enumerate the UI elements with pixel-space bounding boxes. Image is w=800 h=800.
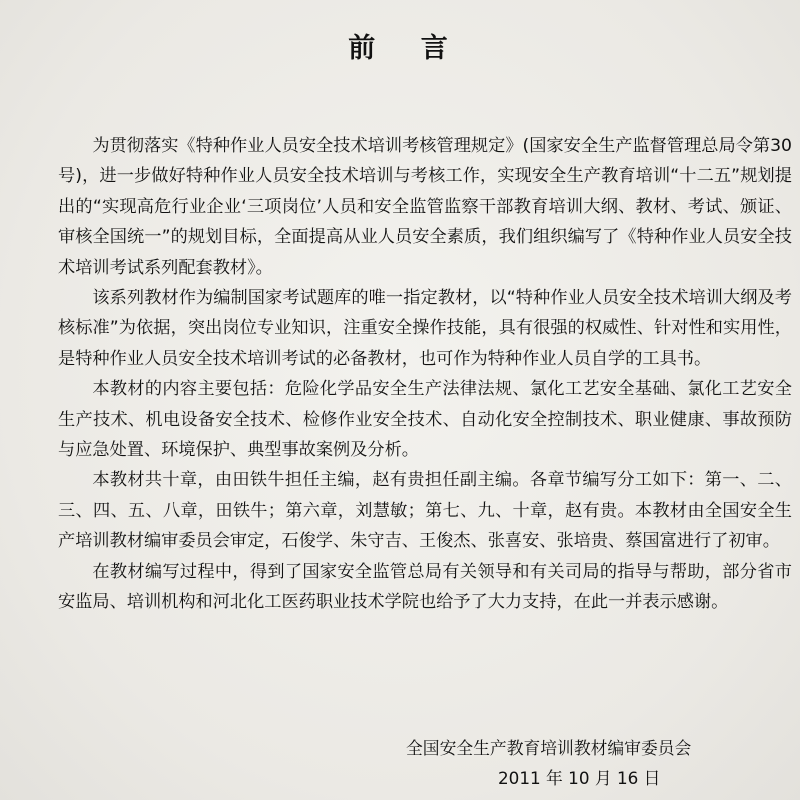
preface-body xyxy=(58,131,792,618)
paragraph-4: 本教材共十章，由田铁牛担任主编，赵有贵担任副主编。各章节编写分工如下：第一、二、三、四、五、八章，田铁牛；第六章，刘慧敏；第七、九、十章，赵有贵。本教材由全国安全生产培训教材编审委员会审定，石俊学、朱守吉、王俊杰、张喜安、张培贵、蔡国富进行了初审。 xyxy=(58,470,792,552)
paragraph-3: 本教材的内容主要包括：危险化学品安全生产法律法规、氯化工艺安全基础、氯化工艺安全生产技术、机电设备安全技术、检修作业安全技术、自动化安全控制技术、职业健康、事故预防与应急处置、环境保护、典型事故案例及分析。 xyxy=(58,379,792,461)
signature-date: 2011 年 10 月 16 日 xyxy=(498,768,661,788)
paragraph-2: 该系列教材作为编制国家考试题库的唯一指定教材，以“特种作业人员安全技术培训大纲及考核标准”为依据，突出岗位专业知识，注重安全操作技能，具有很强的权威性、针对性和实用性，是特种作业人员安全技术培训考试的必备教材，也可作为特种作业人员自学的工具书。 xyxy=(58,288,792,369)
signature-org: 全国安全生产教育培训教材编审委员会 xyxy=(406,738,692,758)
paragraph-1: 为贯彻落实《特种作业人员安全技术培训考核管理规定》(国家安全生产监督管理总局令第30号)，进一步做好特种作业人员安全技术培训与考核工作，实现安全生产教育培训“十二五”规划提出的“实现高危行业企业‘三项岗位’人员和安全监管监察干部教育培训大纲、教材、考试、颁证、审核全国统一”的规划目标，全面提高从业人员安全素质，我们组织编写了《特种作业人员安全技术培训考试系列配套教材》。 xyxy=(58,136,792,278)
page-title: 前 言 xyxy=(348,33,466,64)
signature-block xyxy=(406,733,786,793)
paragraph-5: 在教材编写过程中，得到了国家安全监管总局有关领导和有关司局的指导与帮助，部分省市安监局、培训机构和河北化工医药职业技术学院也给予了大力支持，在此一并表示感谢。 xyxy=(58,561,792,613)
